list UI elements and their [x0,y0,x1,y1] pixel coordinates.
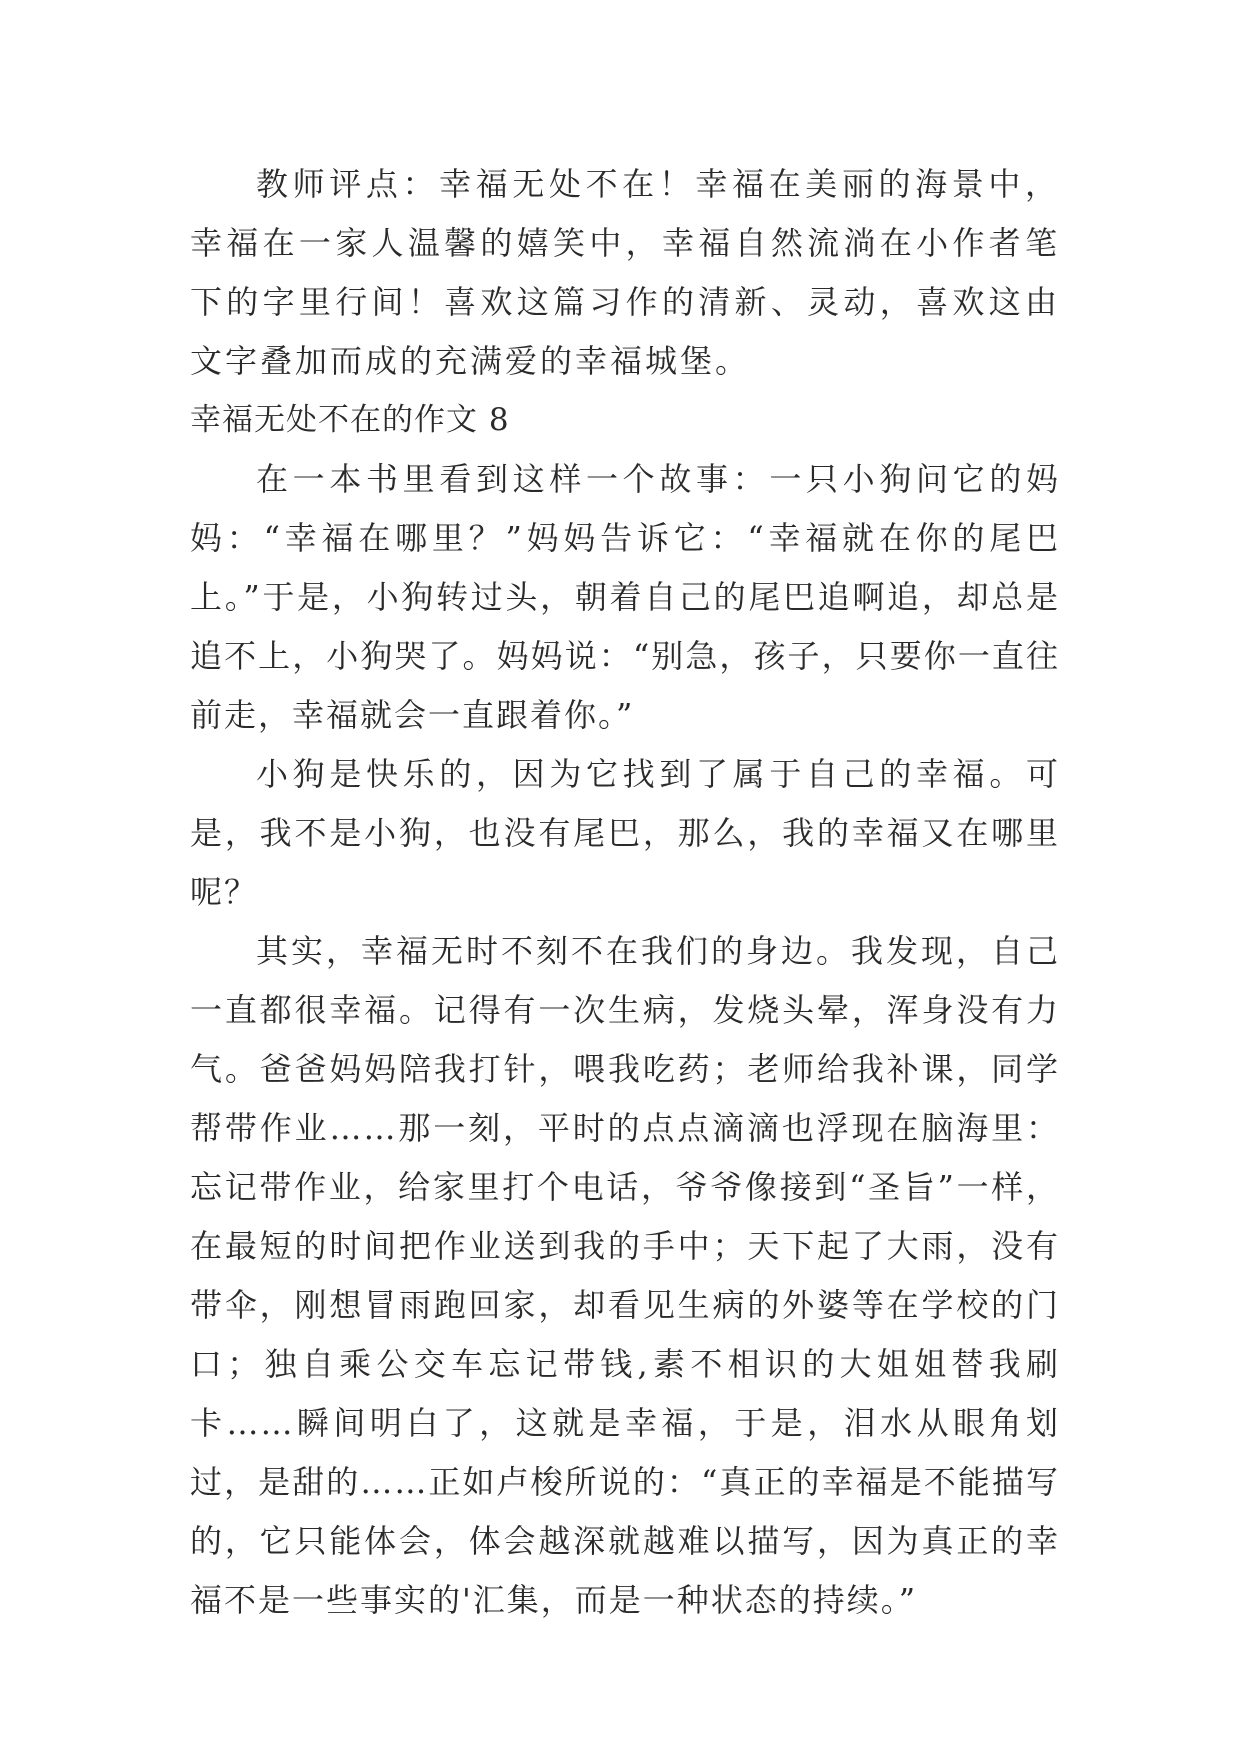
essay-paragraph-3: 其实，幸福无时不刻不在我们的身边。我发现，自己一直都很幸福。记得有一次生病，发烧头晕，浑身没有力气。爸爸妈妈陪我打针，喂我吃药；老师给我补课，同学帮带作业……那一刻，平时的点点滴滴也浮现在脑海里：忘记带作业，给家里打个电话，爷爷像接到“圣旨”一样，在最短的时间把作业送到我的手中；天下起了大雨，没有带伞，刚想冒雨跑回家，却看见生病的外婆等在学校的门口；独自乘公交车忘记带钱,素不相识的大姐姐替我刷卡……瞬间明白了，这就是幸福，于是，泪水从眼角划过，是甜的……正如卢梭所说的：“真正的幸福是不能描写的，它只能体会，体会越深就越难以描写，因为真正的幸福不是一些事实的'汇集，而是一种状态的持续。” [190,932,1060,1619]
document-body [190,155,1060,1630]
essay-heading: 幸福无处不在的作文 8 [190,402,510,438]
essay-paragraph-1: 在一本书里看到这样一个故事：一只小狗问它的妈妈：“幸福在哪里？”妈妈告诉它：“幸福就在你的尾巴上。”于是，小狗转过头，朝着自己的尾巴追啊追，却总是追不上，小狗哭了。妈妈说：“别急，孩子，只要你一直往前走，幸福就会一直跟着你。” [190,460,1060,734]
teacher-comment-paragraph: 教师评点：幸福无处不在！幸福在美丽的海景中，幸福在一家人温馨的嬉笑中，幸福自然流淌在小作者笔下的字里行间！喜欢这篇习作的清新、灵动，喜欢这由文字叠加而成的充满爱的幸福城堡。 [190,165,1060,380]
essay-paragraph-2: 小狗是快乐的，因为它找到了属于自己的幸福。可是，我不是小狗，也没有尾巴，那么，我的幸福又在哪里呢？ [190,755,1060,911]
